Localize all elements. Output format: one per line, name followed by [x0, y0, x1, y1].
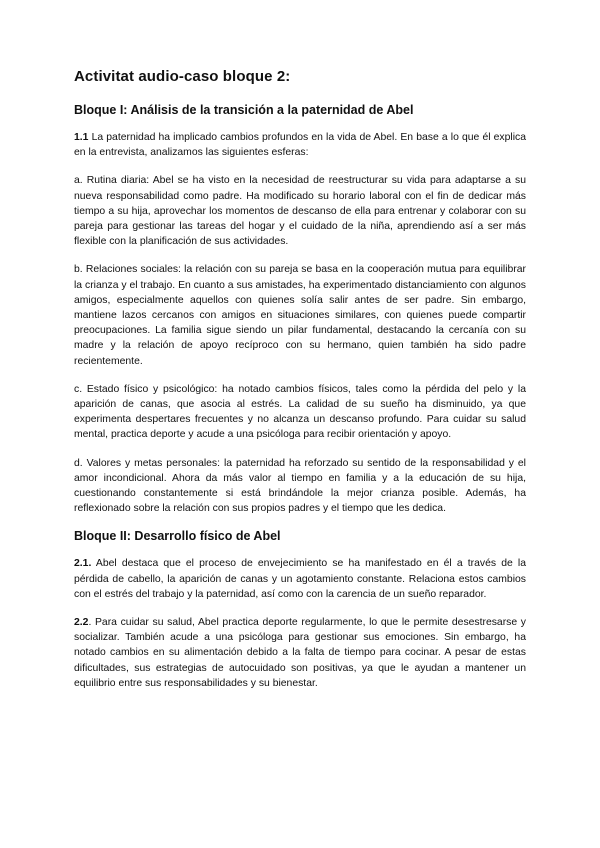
paragraph-2-2: [74, 615, 526, 691]
paragraph-2-1: [74, 556, 526, 602]
paragraph-number: 1.1: [74, 132, 89, 143]
document-title: Activitat audio-caso bloque 2:: [74, 68, 291, 85]
paragraph-text: La paternidad ha implicado cambios profundos en la vida de Abel. En base a lo que él explica en la entrevista, analizamos las siguientes esferas:: [74, 132, 526, 159]
paragraph-c-estado: c. Estado físico y psicológico: ha notado cambios físicos, tales como la pérdida del pelo y la aparición de canas, que asocia al estrés. La calidad de su sueño ha disminuido, ya que experimenta despertares frecuentes y no alcanza un descanso profundo. Para cuidar su salud mental, practica deporte y acude a una psicóloga para recibir orientación y apoyo.: [74, 383, 526, 441]
document-body: [74, 68, 526, 704]
paragraph-number: 2.2: [74, 617, 89, 629]
section-1-heading: Bloque I: Análisis de la transición a la paternidad de Abel: [74, 103, 414, 117]
paragraph-1-1: [74, 130, 526, 160]
paragraph-d-valores: d. Valores y metas personales: la paternidad ha reforzado su sentido de la responsabilidad y el amor incondicional. Ahora da más valor al tiempo en familia y a la educación de su hija, cuestionando constantemente si está brindándole la mejor crianza posible. Además, ha reflexionado sobre la relación con sus propios padres y el tiempo que les dedica.: [74, 457, 526, 515]
paragraph-text: Abel destaca que el proceso de envejecimiento se ha manifestado en él a través de la pérdida de cabello, la aparición de canas y un agotamiento constante. Relaciona estos cambios con el estrés del trabajo y la paternidad, así como con la carencia de un sueño reparador.: [74, 558, 526, 600]
section-2-heading: Bloque II: Desarrollo físico de Abel: [74, 529, 281, 544]
paragraph-a-rutina: a. Rutina diaria: Abel se ha visto en la necesidad de reestructurar su vida para adaptarse a su nueva responsabilidad como padre. Ha modificado su horario laboral con el fin de dedicar más tiempo a su hija, aprovechar los momentos de descanso de ella para entrenar y colaborar con su pareja para gestionar las tareas del hogar y el cuidado de la niña, aprendiendo así a ser más flexible con la planificación de sus actividades.: [74, 175, 526, 248]
paragraph-number: 2.1.: [74, 558, 92, 570]
paragraph-b-relaciones: b. Relaciones sociales: la relación con su pareja se basa en la cooperación mutua para equilibrar la crianza y el trabajo. En cuanto a sus amistades, ha experimentado distanciamiento con algunos amigos, especialmente aquellos con quienes solía salir antes de ser padre. Sin embargo, mantiene lazos cercanos con amigos en situaciones similares, con quienes puede compartir preocupaciones. La familia sigue siendo un pilar fundamental, destacando la cercanía con su madre y la relación de apoyo recíproco con su hermano, quien también ha sido padre recientemente.: [74, 264, 526, 367]
paragraph-text: . Para cuidar su salud, Abel practica deporte regularmente, lo que le permite desestresarse y socializar. También acude a una psicóloga para gestionar sus emociones. Sin embargo, ha notado cambios en su alimentación debido a la falta de tiempo para cocinar. A pesar de estas dificultades, sus estrategias de autocuidado son positivas, ya que le ayudan a mantener un equilibrio entre sus responsabilidades y su bienestar.: [74, 617, 526, 689]
